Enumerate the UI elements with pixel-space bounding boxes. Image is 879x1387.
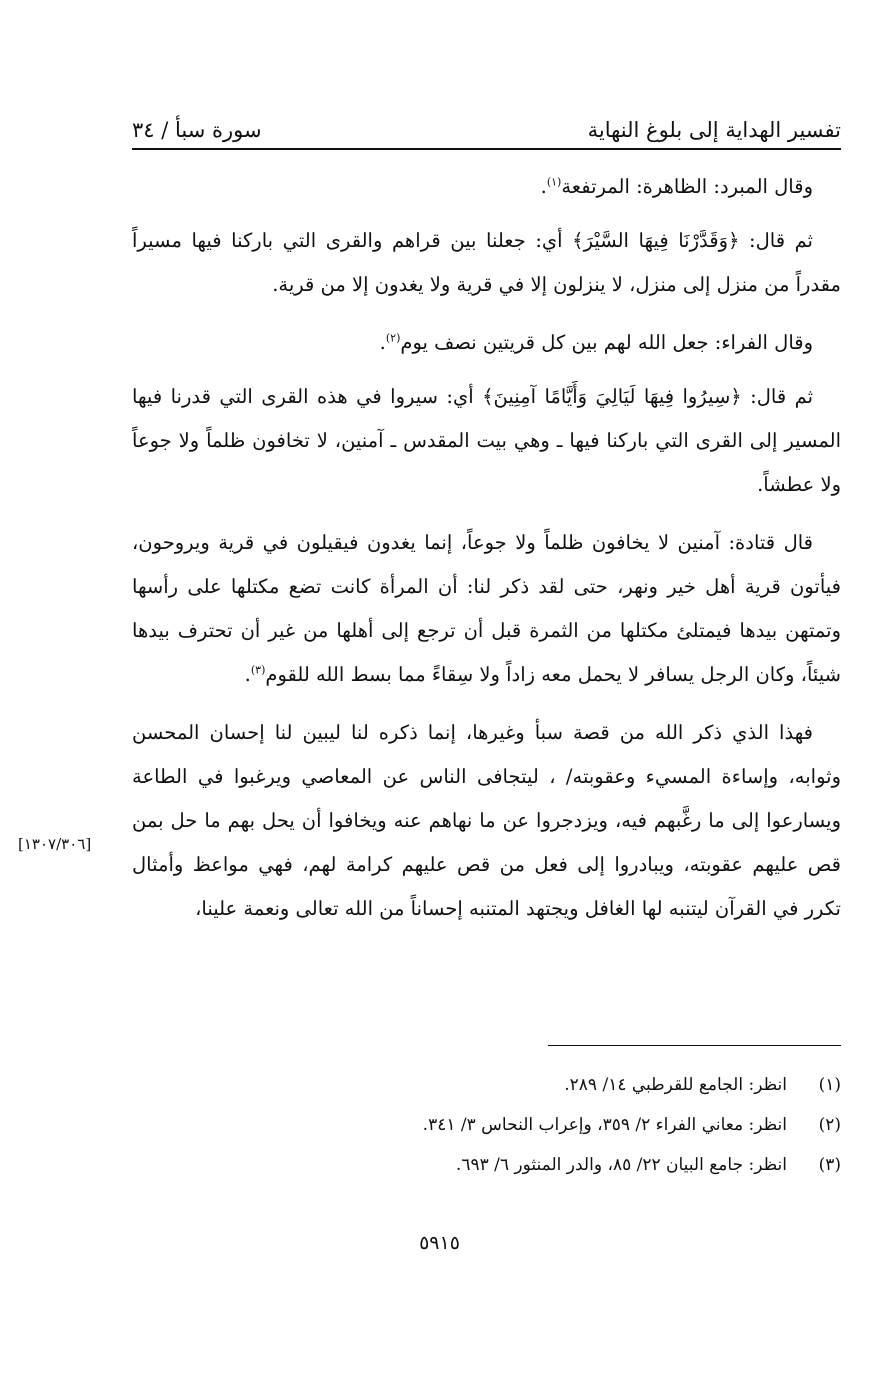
paragraph-3: وقال الفراء: جعل الله لهم بين كل قريتين نصف يوم$^{(٢)}$. bbox=[379, 331, 813, 354]
footnote-1 bbox=[132, 1065, 841, 1105]
footnote-text: انظر: الجامع للقرطبي ١٤/ ٢٨٩. bbox=[564, 1075, 787, 1095]
footnote-3 bbox=[132, 1145, 841, 1185]
footnote-number: (٢) bbox=[818, 1115, 841, 1135]
footnote-number: (١) bbox=[818, 1075, 841, 1095]
paragraph-2: ثم قال: ﴿وَقَدَّرْنَا فِيهَا السَّيْرَ﴾ أي: جعلنا بين قراهم والقرى التي باركنا فيها مسيراً مقدراً من منزل إلى منزل، لا ينزلون إلا في قرية ولا يغدون إلا من قرية. bbox=[132, 229, 841, 296]
book-title: تفسير الهداية إلى بلوغ النهاية bbox=[587, 118, 841, 142]
footnote-ref-1[interactable]: (١) bbox=[546, 175, 562, 189]
footnote-2 bbox=[132, 1105, 841, 1145]
footnote-text: انظر: جامع البيان ٢٢/ ٨٥، والدر المنثور ٦/ ٦٩٣. bbox=[455, 1155, 787, 1175]
margin-reference: [١٣٠٧/٣٠٦] bbox=[18, 835, 92, 853]
footnotes bbox=[132, 1065, 841, 1185]
paragraph-6: فهذا الذي ذكر الله من قصة سبأ وغيرها، إنما ذكره لنا ليبين لنا إحسان المحسن وثوابه، وإساءة المسيء وعقوبته/ ، ليتجافى الناس عن المعاصي ويرغبوا في الطاعة ويسارعوا إلى ما رغَّبهم فيه، ويزدجروا عن ما نهاهم عنه ويخافوا أن يحل بهم ما حل بمن قص عليهم عقوبته، ويبادروا إلى فعل من قص عليهم كرامة لهم، فهي مواعظ وأمثال تكرر في القرآن ليتنبه لها الغافل ويجتهد المتنبه إحساناً من الله تعالى ونعمة علينا، bbox=[132, 721, 841, 920]
footnote-ref-2[interactable]: (٢) bbox=[385, 331, 401, 345]
paragraph-5: قال قتادة: آمنين لا يخافون ظلماً ولا جوعاً، إنما يغدون فيقيلون في قرية ويروحون، فيأتون قرية أهل خير ونهر، حتى لقد ذكر لنا: أن المرأة كانت تضع مكتلها على رأسها وتمتهن بيدها فيمتلئ مكتلها من الثمرة قبل أن ترجع إلى أهلها من غير أن تحترف بيدها شيئاً، وكان الرجل يسافر لا يحمل معه زاداً ولا سِقاءً مما بسط الله للقوم$^{(٣)}$. bbox=[132, 531, 841, 686]
quran-verse: ﴿وَقَدَّرْنَا فِيهَا السَّيْرَ﴾ bbox=[572, 229, 740, 252]
footnote-rule bbox=[548, 1045, 841, 1046]
header-rule bbox=[132, 148, 841, 150]
paragraph-4: ثم قال: ﴿سِيرُوا فِيهَا لَيَالِيَ وَأَيَّامًا آمِنِينَ﴾ أي: سيروا في هذه القرى التي قدرنا فيها المسير إلى القرى التي باركنا فيها ـ وهي بيت المقدس ـ آمنين، لا تخافون ظلماً ولا جوعاً ولا عطشاً. bbox=[132, 385, 841, 496]
footnote-ref-3[interactable]: (٣) bbox=[250, 663, 266, 677]
page-number: ٥٩١٥ bbox=[419, 1232, 460, 1254]
footnote-number: (٣) bbox=[818, 1155, 841, 1175]
surah-label: سورة سبأ / ٣٤ bbox=[132, 118, 262, 142]
paragraph-1: وقال المبرد: الظاهرة: المرتفعة$^{(١)}$. bbox=[540, 175, 813, 198]
footnote-text: انظر: معاني الفراء ٢/ ٣٥٩، وإعراب النحاس ٣/ ٣٤١. bbox=[422, 1115, 787, 1135]
quran-verse: ﴿سِيرُوا فِيهَا لَيَالِيَ وَأَيَّامًا آمِنِينَ﴾ bbox=[482, 385, 742, 408]
main-text bbox=[132, 165, 841, 945]
running-header bbox=[132, 102, 841, 142]
